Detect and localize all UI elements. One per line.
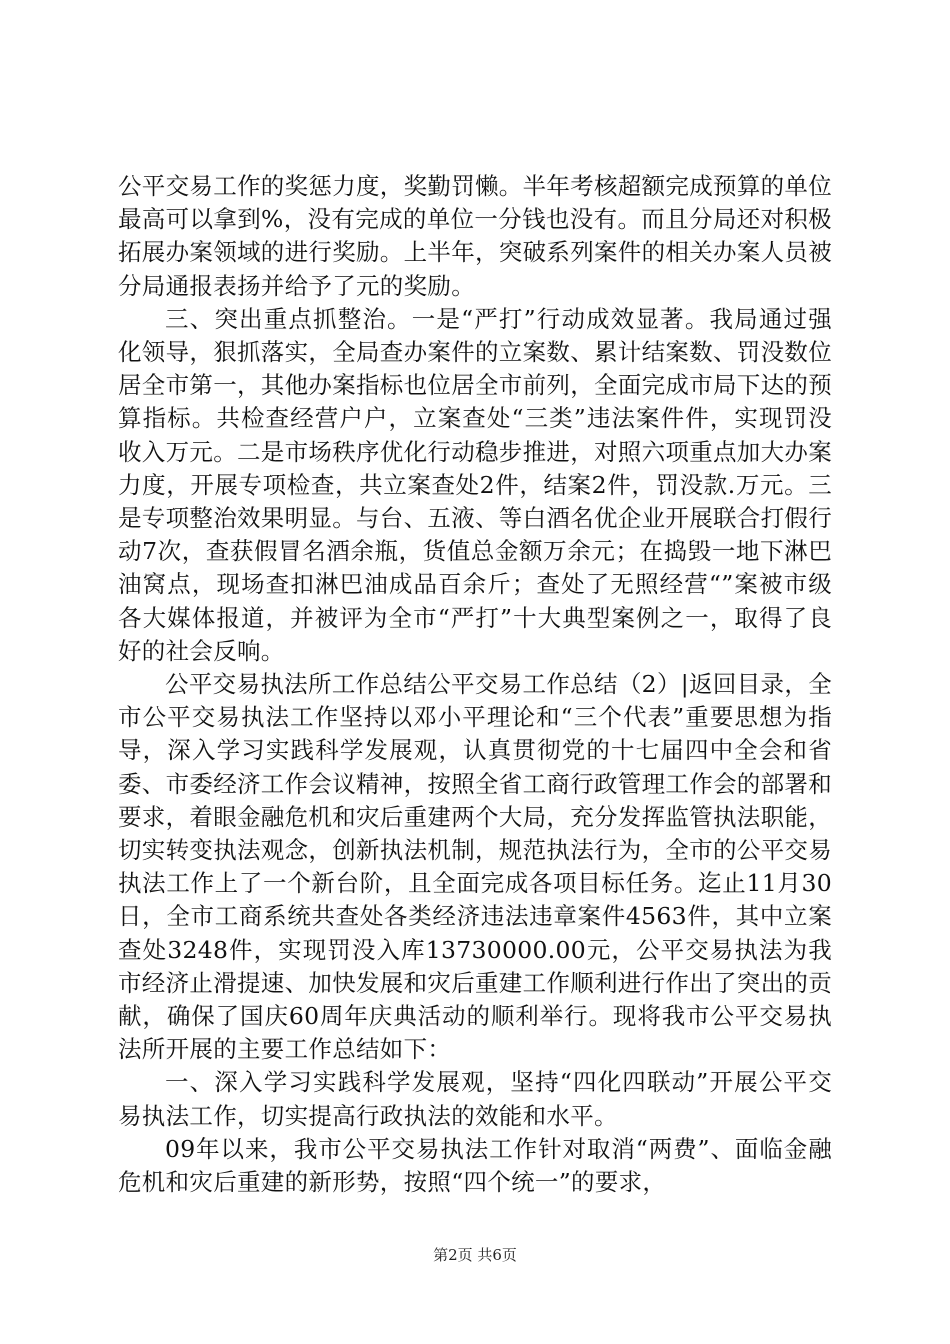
paragraph-3: 公平交易执法所工作总结公平交易工作总结（2）|返回目录，全市公平交易执法工作坚持以邓小平理论和“三个代表”重要思想为指导，深入学习实践科学发展观，认真贯彻党的十七届四中全会和省委、市委经济工作会议精神，按照全省工商行政管理工作会的部署和要求，着眼金融危机和灾后重建两个大局，充分发挥监管执法职能，切实转变执法观念，创新执法机制，规范执法行为，全市的公平交易执法工作上了一个新台阶，且全面完成各项目标任务。迄止11月30日，全市工商系统共查处各类经济违法违章案件4563件，其中立案查处3248件，实现罚没入库13730000.00元，公平交易执法为我市经济止滑提速、加快发展和灾后重建工作顺利进行作出了突出的贡献，确保了国庆60周年庆典活动的顺利举行。现将我市公平交易执法所开展的主要工作总结如下：: [118, 670, 832, 1064]
paragraph-5: 09年以来，我市公平交易执法工作针对取消“两费”、面临金融危机和灾后重建的新形势，按照“四个统一”的要求，: [118, 1134, 832, 1197]
paragraph-1: 公平交易工作的奖惩力度，奖勤罚懒。半年考核超额完成预算的单位最高可以拿到%，没有完成的单位一分钱也没有。而且分局还对积极拓展办案领域的进行奖励。上半年，突破系列案件的相关办案人员被分局通报表扬并给予了元的奖励。: [118, 172, 832, 300]
page-footer: 第2页 共6页: [433, 1246, 517, 1264]
document-body: [118, 170, 832, 1199]
paragraph-4: 一、深入学习实践科学发展观，坚持“四化四联动”开展公平交易执法工作，切实提高行政执法的效能和水平。: [118, 1068, 832, 1130]
paragraph-2: 三、突出重点抓整治。一是“严打”行动成效显著。我局通过强化领导，狠抓落实，全局查办案件的立案数、累计结案数、罚没数位居全市第一，其他办案指标也位居全市前列，全面完成市局下达的预算指标。共检查经营户户，立案查处“三类”违法案件件，实现罚没收入万元。二是市场秩序优化行动稳步推进，对照六项重点加大办案力度，开展专项检查，共立案查处2件，结案2件，罚没款.万元。三是专项整治效果明显。与台、五液、等白酒名优企业开展联合打假行动7次，查获假冒名酒余瓶，货值总金额万余元；在捣毁一地下淋巴油窝点，现场查扣淋巴油成品百余斤；查处了无照经营“”案被市级各大媒体报道，并被评为全市“严打”十大典型案例之一，取得了良好的社会反响。: [118, 304, 832, 665]
